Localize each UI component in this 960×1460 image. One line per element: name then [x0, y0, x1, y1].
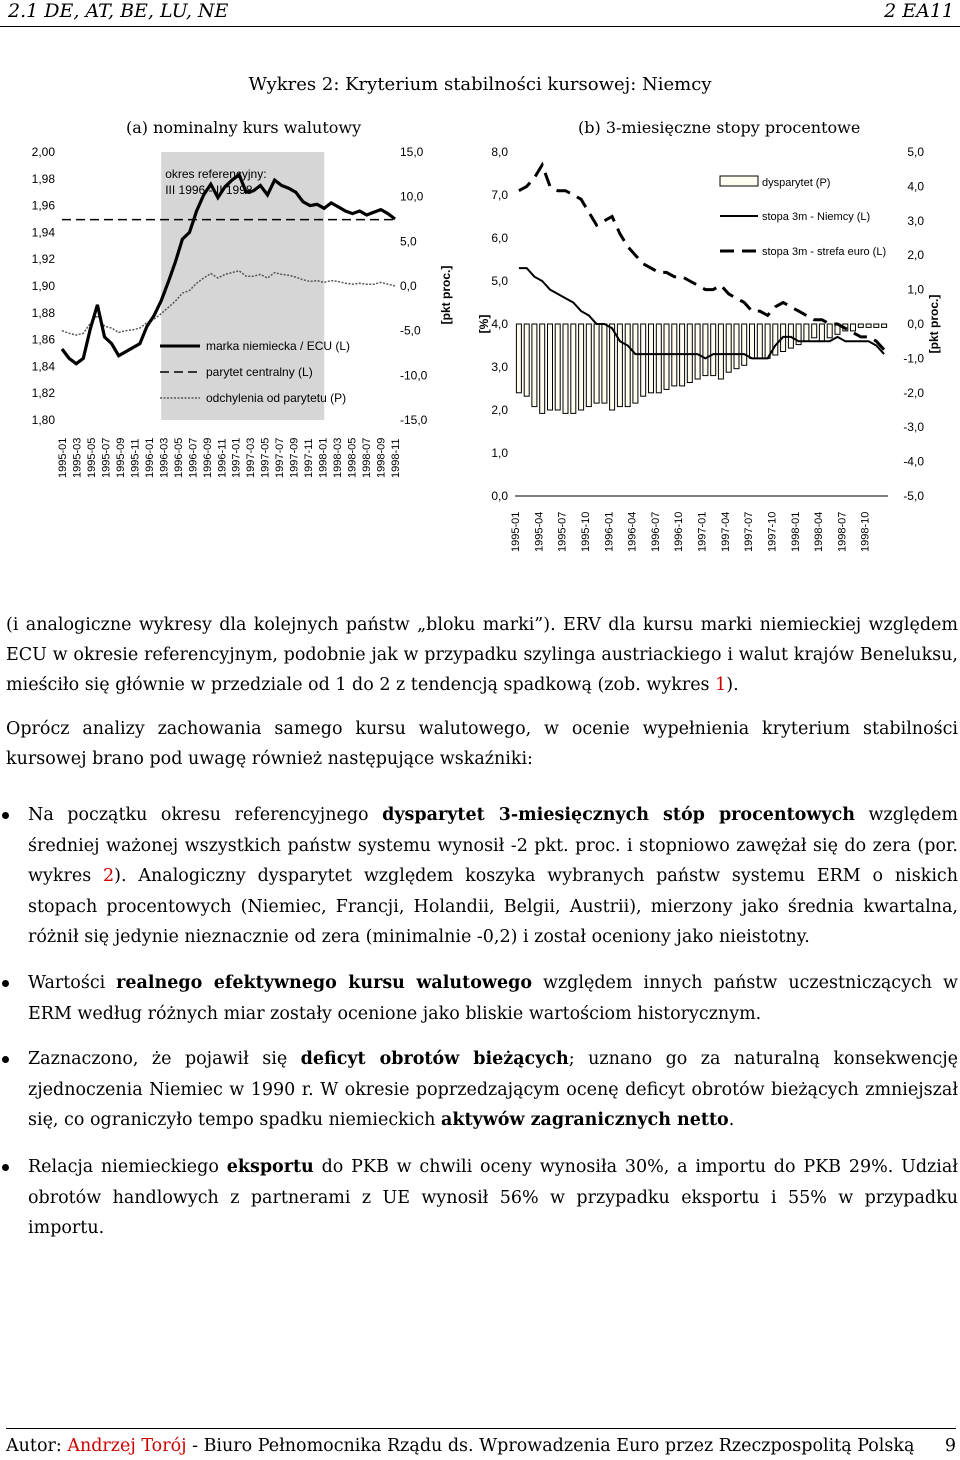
right-tick-label: 1,0: [907, 282, 924, 297]
bullet-dot: [2, 1056, 9, 1063]
disparity-bar: [718, 324, 723, 379]
right-axis-label: [pkt proc.]: [927, 294, 941, 354]
chart-a-exchange-rate: [0, 140, 470, 485]
x-tick-label: 1998-07: [361, 437, 373, 478]
x-tick-label: 1995-04: [533, 511, 546, 552]
author-link[interactable]: Andrzej Torój: [67, 1436, 187, 1456]
disparity-bar: [874, 324, 879, 327]
right-tick-label: -10,0: [400, 368, 428, 383]
left-tick-label: 1,96: [31, 198, 55, 213]
bullet-dot: [2, 1164, 9, 1171]
x-tick-label: 1997-10: [766, 511, 779, 552]
x-tick-label: 1996-11: [216, 438, 229, 478]
disparity-bar: [516, 324, 521, 393]
disparity-bar: [726, 324, 731, 372]
disparity-bar: [757, 324, 762, 358]
x-tick-label: 1997-03: [245, 437, 258, 478]
disparity-bar: [819, 324, 824, 341]
x-tick-label: 1997-01: [230, 437, 243, 478]
left-tick-label: 1,80: [31, 413, 55, 427]
left-tick-label: 1,82: [31, 386, 55, 401]
footer-rule: [6, 1428, 956, 1429]
right-tick-label: -15,0: [400, 413, 428, 427]
x-tick-label: 1996-01: [603, 511, 616, 552]
x-tick-label: 1997-11: [303, 438, 316, 478]
x-tick-label: 1995-01: [57, 437, 69, 478]
x-tick-label: 1997-04: [719, 511, 732, 552]
disparity-bar: [540, 324, 545, 413]
disparity-bar: [695, 324, 700, 379]
disparity-bar: [711, 324, 716, 376]
legend-label: marka niemiecka / ECU (L): [206, 339, 351, 353]
disparity-bar: [625, 324, 630, 407]
x-tick-label: 1998-04: [813, 511, 826, 552]
bullet-current-account: Zaznaczono, że pojawił się deficyt obrotów bieżących; uznano go za naturalną konsekwencję zjednoczenia Niemiec w 1990 r. W okresie poprzedzającym ocenę deficyt obrotów bieżących zmniejszał się, co ograniczyło tempo spadku niemieckich aktywów zagranicznych netto.: [28, 1044, 958, 1136]
x-tick-label: 1995-03: [71, 437, 84, 478]
x-tick-label: 1998-09: [375, 437, 388, 478]
left-tick-label: 1,90: [31, 279, 55, 293]
left-tick-label: 7,0: [491, 188, 508, 202]
x-tick-label: 1998-05: [346, 437, 359, 478]
right-tick-label: -5,0: [400, 323, 421, 338]
disparity-bar: [641, 324, 646, 396]
right-tick-label: -5,0: [903, 489, 924, 503]
bullet-dot: [2, 812, 9, 819]
x-tick-label: 1995-07: [100, 437, 113, 478]
bullet-exports: Relacja niemieckiego eksportu do PKB w chwili oceny wynosiła 30%, a importu do PKB 29%. Udział obrotów handlowych z partnerami z UE wynosił 56% w przypadku eksportu i 55% w przypadku importu.: [28, 1152, 958, 1244]
x-tick-label: 1997-07: [743, 511, 756, 552]
disparity-bar: [765, 324, 770, 358]
x-tick-label: 1996-01: [143, 437, 156, 478]
left-tick-label: 3,0: [491, 360, 508, 374]
chart-b-interest-rates: [470, 140, 960, 560]
left-tick-label: 2,00: [31, 145, 55, 159]
disparity-bar: [548, 324, 553, 410]
disparity-bar: [664, 324, 669, 389]
right-tick-label: 10,0: [400, 189, 424, 204]
x-tick-label: 1998-01: [317, 437, 330, 478]
left-tick-label: 1,86: [31, 332, 55, 347]
left-tick-label: 4,0: [491, 317, 508, 331]
disparity-bar: [742, 324, 747, 365]
chart-a-subtitle: (a) nominalny kurs walutowy: [126, 118, 362, 137]
chart-b-subtitle: (b) 3-miesięczne stopy procentowe: [578, 118, 861, 137]
disparity-bar: [851, 324, 856, 331]
header-rule: [0, 26, 960, 27]
x-tick-label: 1997-05: [259, 437, 272, 478]
x-tick-label: 1996-04: [626, 511, 639, 552]
right-tick-label: -3,0: [903, 420, 924, 435]
disparity-bar: [866, 324, 871, 327]
disparity-bar: [882, 324, 887, 327]
legend-label: parytet centralny (L): [206, 365, 313, 379]
left-tick-label: 8,0: [491, 145, 508, 159]
right-tick-label: 0,0: [400, 279, 417, 293]
disparity-bar: [812, 324, 817, 338]
x-tick-label: 1995-05: [86, 437, 98, 478]
x-tick-label: 1995-09: [114, 437, 127, 478]
legend-label: stopa 3m - Niemcy (L): [762, 211, 871, 223]
paragraph-2: Oprócz analizy zachowania samego kursu walutowego, w ocenie wypełnienia kryterium stabilności kursowej brano pod uwagę również następujące wskaźniki:: [6, 719, 958, 769]
disparity-bar: [734, 324, 739, 369]
bullet-interest-disparity: Na początku okresu referencyjnego dysparytet 3-miesięcznych stóp procentowych względem średniej ważonej wszystkich państw systemu wynosił -2 pkt. proc. i stopniowo zawężał się do zera (por. wykres 2). Analogiczny dysparytet względem koszyka wybranych państw systemu ERM o niskich stopach procentowych (Niemiec, Francji, Holandii, Belgii, Austrii), mierzony jako średnia kwartalna, różnił się jedynie nieznacznie od zera (minimalnie -0,2) i został oceniony jako nieistotny.: [28, 800, 958, 953]
disparity-bar: [555, 324, 560, 410]
left-tick-label: 1,92: [31, 252, 55, 267]
x-tick-label: 1998-11: [390, 438, 402, 478]
x-tick-label: 1996-03: [158, 437, 171, 478]
left-axis-label: [%]: [477, 314, 491, 334]
header-section: 2.1 DE, AT, BE, LU, NE: [8, 0, 229, 22]
x-tick-label: 1998-03: [332, 437, 345, 478]
left-tick-label: 1,98: [31, 171, 55, 186]
disparity-bar: [633, 324, 638, 403]
right-tick-label: -2,0: [903, 385, 924, 400]
x-tick-label: 1997-01: [696, 511, 709, 552]
footer: Autor: Andrzej Torój - Biuro Pełnomocnika Rządu ds. Wprowadzenia Euro przez Rzeczpospolitą Polską 9: [6, 1436, 956, 1456]
right-tick-label: 2,0: [907, 248, 924, 263]
bullet-dot: [2, 980, 9, 987]
left-tick-label: 1,94: [31, 225, 55, 240]
right-tick-label: 4,0: [907, 179, 924, 194]
left-tick-label: 5,0: [491, 274, 508, 288]
figure-link-1[interactable]: 1: [715, 675, 727, 695]
left-tick-label: 2,0: [491, 403, 508, 417]
paragraph-1: (i analogiczne wykresy dla kolejnych państw „bloku marki”). ERV dla kursu marki niemieckiej względem ECU w okresie referencyjnym, podobnie jak w przypadku szylinga austriackiego i walut krajów Beneluksu, mieściło się głównie w przedziale od 1 do 2 z tendencją spadkową (zob. wykres 1).: [6, 615, 958, 695]
figure-title: Wykres 2: Kryterium stabilności kursowej: Niemcy: [248, 74, 712, 95]
disparity-bar: [586, 324, 591, 407]
disparity-bar: [563, 324, 568, 413]
legend-label: odchylenia od parytetu (P): [206, 391, 347, 405]
left-tick-label: 0,0: [491, 489, 508, 503]
disparity-bar: [804, 324, 809, 341]
x-tick-label: 1995-10: [579, 511, 592, 552]
disparity-bar: [610, 324, 615, 410]
running-header: [0, 0, 960, 26]
disparity-bar: [594, 324, 599, 403]
figure-link-2[interactable]: 2: [103, 866, 115, 886]
x-tick-label: 1995-07: [556, 511, 569, 552]
disparity-bar: [571, 324, 576, 413]
x-tick-label: 1998-01: [789, 511, 802, 552]
disparity-bar: [524, 324, 529, 396]
left-tick-label: 1,0: [491, 446, 508, 460]
reference-period-range: III 1996 - II 1998: [165, 183, 253, 197]
x-tick-label: 1997-09: [288, 437, 301, 478]
right-tick-label: 15,0: [400, 145, 424, 159]
disparity-bar: [656, 324, 661, 393]
disparity-bar: [827, 324, 832, 338]
disparity-bar: [750, 324, 755, 358]
disparity-bar: [858, 324, 863, 327]
left-tick-label: 1,84: [31, 359, 55, 374]
x-tick-label: 1996-07: [187, 437, 200, 478]
right-tick-label: 3,0: [907, 213, 924, 228]
legend-label: stopa 3m - strefa euro (L): [762, 246, 887, 258]
x-tick-label: 1996-05: [172, 437, 185, 478]
legend-swatch: [720, 176, 758, 186]
x-tick-label: 1998-10: [859, 511, 872, 552]
disparity-bar: [703, 324, 708, 376]
x-tick-label: 1996-07: [649, 511, 662, 552]
left-tick-label: 1,88: [31, 305, 55, 320]
page-number: 9: [944, 1436, 956, 1456]
right-tick-label: -1,0: [903, 351, 924, 366]
reference-period-label: okres referencyjny:: [165, 167, 267, 181]
x-tick-label: 1997-07: [274, 437, 287, 478]
x-tick-label: 1996-09: [201, 437, 214, 478]
disparity-bar: [532, 324, 537, 407]
disparity-bar: [602, 324, 607, 403]
x-tick-label: 1998-07: [836, 511, 849, 552]
x-tick-label: 1995-11: [129, 438, 142, 478]
right-axis-label: [pkt proc.]: [439, 265, 453, 325]
right-tick-label: -4,0: [903, 454, 924, 469]
x-tick-label: 1996-10: [673, 511, 686, 552]
header-page-ref: 2 EA11: [884, 0, 954, 22]
disparity-bar: [649, 324, 654, 393]
legend-label: dysparytet (P): [762, 177, 831, 189]
disparity-bar: [579, 324, 584, 410]
bullet-real-exchange-rate: Wartości realnego efektywnego kursu walutowego względem innych państw uczestniczących w ERM według różnych miar zostały ocenione jako bliskie wartościom historycznym.: [28, 968, 958, 1029]
right-tick-label: 5,0: [907, 145, 924, 159]
x-tick-label: 1995-01: [510, 511, 522, 552]
right-tick-label: 0,0: [907, 317, 924, 331]
right-tick-label: 5,0: [400, 234, 417, 249]
left-tick-label: 6,0: [491, 231, 508, 245]
